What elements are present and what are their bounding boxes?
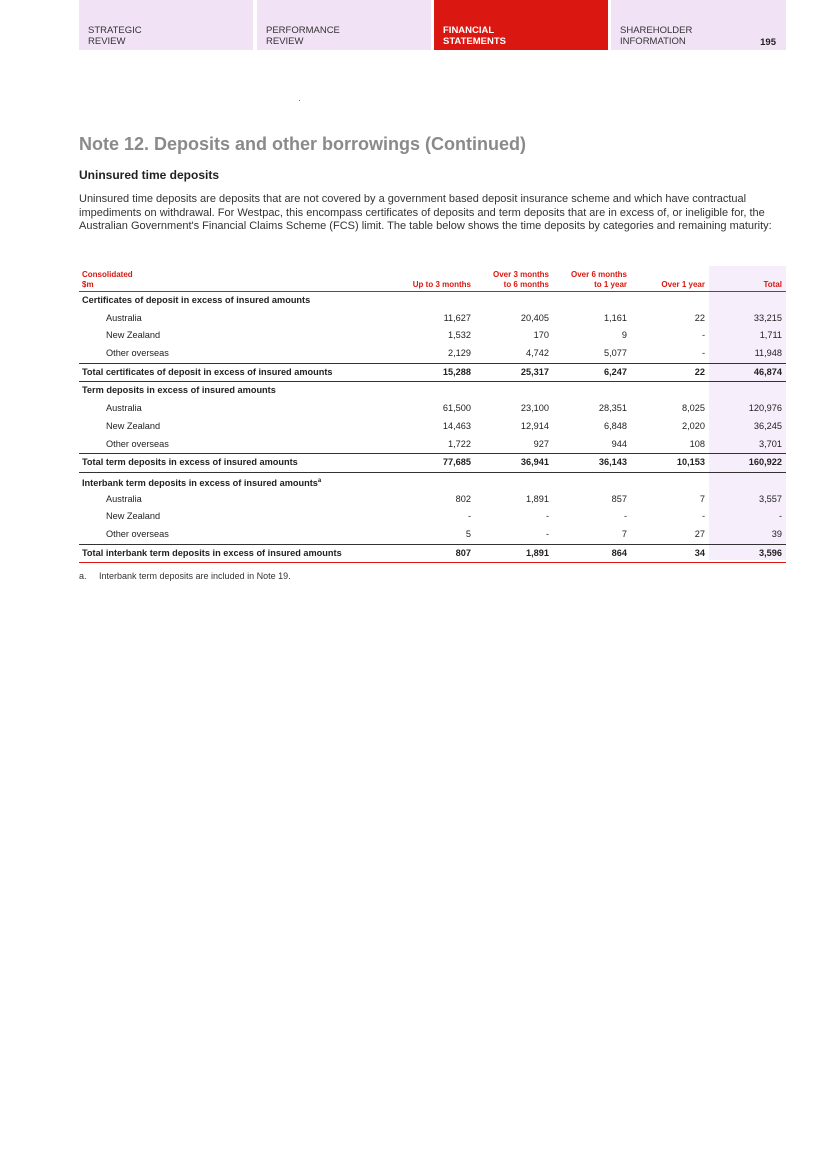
cell-value: 6,247: [604, 366, 627, 377]
cell-value: -: [467, 511, 471, 522]
cell-total: 36,245: [753, 420, 782, 431]
footnote: [79, 571, 291, 581]
cell-value: 2,129: [448, 348, 471, 359]
tab-label-line1: STRATEGIC: [88, 25, 142, 36]
cell-value: 10,153: [676, 457, 705, 468]
row-label: Other overseas: [106, 348, 169, 359]
tab-label-line2: STATEMENTS: [443, 36, 506, 47]
row-label: Total interbank term deposits in excess of insured amounts: [82, 547, 342, 558]
cell-total: 1,711: [759, 330, 782, 341]
cell-value: 7: [621, 528, 627, 539]
header-over-1-year: Over 1 year: [661, 279, 705, 289]
header-3-to-6-months: Over 3 months to 6 months: [492, 270, 549, 289]
row-label: Term deposits in excess of insured amounts: [82, 385, 276, 396]
table-row: [79, 436, 786, 454]
section-row: [79, 472, 786, 491]
cell-value: 22: [694, 312, 705, 323]
cell-total: 3,596: [759, 547, 782, 558]
table-row: [79, 310, 786, 328]
decorative-dot: [299, 100, 300, 101]
cell-value: 27: [694, 528, 705, 539]
cell-value: 1,161: [604, 312, 627, 323]
row-label: Total term deposits in excess of insured amounts: [82, 457, 298, 468]
table-row: [79, 526, 786, 544]
tab-shareholder-information[interactable]: [611, 0, 786, 50]
row-label: New Zealand: [106, 511, 161, 522]
footnote-marker: a: [317, 477, 322, 484]
page-number: 195: [760, 37, 776, 48]
table-row: [79, 400, 786, 418]
cell-value: 14,463: [442, 420, 471, 431]
cell-value: 2,020: [682, 420, 705, 431]
cell-total: 3,701: [759, 438, 782, 449]
total-row: [79, 544, 786, 564]
cell-value: 23,100: [520, 403, 549, 414]
footnote-mark: a.: [79, 571, 87, 581]
note-title: Note 12. Deposits and other borrowings (Continued): [79, 134, 527, 154]
tab-label-line1: FINANCIAL: [443, 25, 495, 36]
section-title: Uninsured time deposits: [79, 168, 220, 182]
cell-value: -: [623, 511, 627, 522]
cell-value: 12,914: [520, 420, 549, 431]
total-row: [79, 363, 786, 382]
cell-value: 36,941: [520, 457, 549, 468]
cell-value: 864: [611, 547, 627, 558]
table-header: [79, 266, 786, 292]
row-label: Other overseas: [106, 528, 169, 539]
cell-value: 802: [455, 493, 471, 504]
cell-value: 1,891: [526, 493, 549, 504]
cell-total: -: [778, 511, 782, 522]
cell-value: 20,405: [520, 312, 549, 323]
tab-strategic-review[interactable]: [79, 0, 253, 50]
section-row: [79, 292, 786, 310]
cell-total: 39: [771, 528, 782, 539]
row-label: New Zealand: [106, 330, 161, 341]
table-row: [79, 491, 786, 509]
tab-label-line2: REVIEW: [266, 36, 304, 47]
cell-value: 927: [533, 438, 549, 449]
cell-value: 944: [611, 438, 627, 449]
total-row: [79, 453, 786, 472]
row-label: Australia: [106, 312, 142, 323]
cell-value: 22: [694, 366, 705, 377]
tab-financial-statements[interactable]: [434, 0, 608, 50]
section-nav: [79, 0, 786, 50]
cell-value: 9: [621, 330, 627, 341]
cell-total: 46,874: [753, 366, 782, 377]
cell-value: -: [701, 511, 705, 522]
tab-label-line1: SHAREHOLDER: [620, 25, 693, 36]
cell-value: 15,288: [442, 366, 471, 377]
cell-value: -: [701, 348, 705, 359]
footnote-text: Interbank term deposits are included in Note 19.: [99, 571, 291, 581]
cell-value: 34: [694, 547, 705, 558]
cell-value: -: [701, 330, 705, 341]
cell-value: 36,143: [598, 457, 627, 468]
cell-total: 3,557: [759, 493, 782, 504]
cell-value: 5,077: [604, 348, 627, 359]
row-label: Other overseas: [106, 438, 169, 449]
tab-label-line1: PERFORMANCE: [266, 25, 340, 36]
cell-total: 11,948: [754, 348, 782, 359]
cell-value: 28,351: [598, 403, 627, 414]
cell-total: 160,922: [748, 457, 782, 468]
cell-value: 5: [465, 528, 471, 539]
cell-value: 8,025: [682, 403, 705, 414]
row-label: New Zealand: [106, 420, 161, 431]
cell-value: 61,500: [442, 403, 471, 414]
deposits-table: [79, 266, 786, 563]
tab-label-line2: INFORMATION: [620, 36, 686, 47]
header-consolidated: Consolidated $m: [82, 270, 133, 289]
cell-total: 33,215: [753, 312, 782, 323]
header-total: Total: [763, 279, 782, 289]
cell-value: 807: [455, 547, 471, 558]
cell-value: 77,685: [442, 457, 471, 468]
row-label: Interbank term deposits in excess of insured amounts$^a$: [82, 477, 322, 488]
cell-value: 1,891: [526, 547, 549, 558]
cell-value: 1,532: [448, 330, 471, 341]
cell-total: 120,976: [748, 403, 782, 414]
cell-value: 857: [611, 493, 627, 504]
tab-performance-review[interactable]: [257, 0, 431, 50]
cell-value: 170: [533, 330, 549, 341]
cell-value: 11,627: [443, 312, 471, 323]
cell-value: 7: [699, 493, 705, 504]
row-label: Certificates of deposit in excess of insured amounts: [82, 295, 311, 305]
section-row: [79, 381, 786, 400]
cell-value: 6,848: [604, 420, 627, 431]
cell-value: -: [545, 528, 549, 539]
row-label: Australia: [106, 403, 142, 414]
table-row: [79, 418, 786, 436]
cell-value: 4,742: [526, 348, 549, 359]
table-row: [79, 345, 786, 363]
table-row: [79, 327, 786, 345]
cell-value: -: [545, 511, 549, 522]
intro-paragraph: Uninsured time deposits are deposits that are not covered by a government based deposit insurance scheme and which have contractual impediments on withdrawal. For Westpac, this encompass certificates of deposits and term deposits that are in excess of, or ineligible for, the Australian Government's Financial Claims Scheme (FCS) limit. The table below shows the time deposits by categories and remaining maturity:: [79, 193, 772, 232]
cell-value: 1,722: [448, 438, 471, 449]
cell-value: 108: [689, 438, 705, 449]
header-up-to-3-months: Up to 3 months: [412, 279, 471, 289]
row-label: Total certificates of deposit in excess of insured amounts: [82, 366, 333, 377]
table-row: [79, 508, 786, 526]
header-6-months-to-1-year: Over 6 months to 1 year: [570, 270, 627, 289]
tab-label-line2: REVIEW: [88, 36, 126, 47]
cell-value: 25,317: [520, 366, 549, 377]
row-label: Australia: [106, 493, 142, 504]
